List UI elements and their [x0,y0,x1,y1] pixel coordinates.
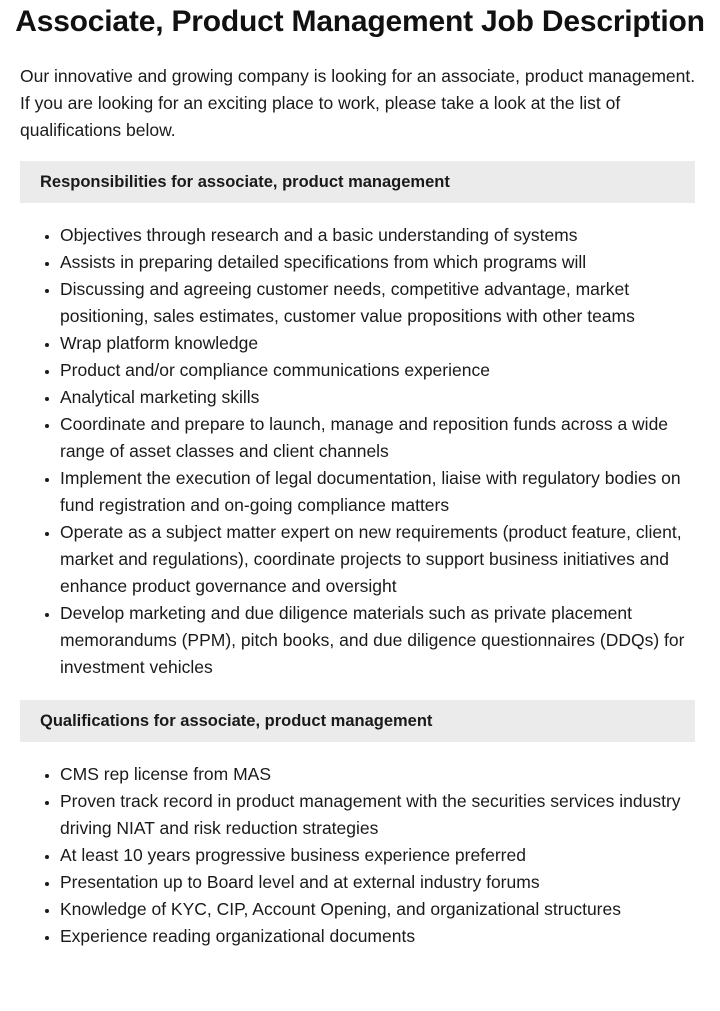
qualifications-heading: Qualifications for associate, product management [20,700,695,742]
page-title: Associate, Product Management Job Description [15,5,705,38]
list-item: • CMS rep license from MAS [60,761,700,788]
list-item: • Experience reading organizational documents [60,923,700,950]
list-item: • Knowledge of KYC, CIP, Account Opening, and organizational structures [60,896,700,923]
list-item: • Product and/or compliance communications experience [60,357,700,384]
list-item: • Analytical marketing skills [60,384,700,411]
list-item: • At least 10 years progressive business experience preferred [60,842,700,869]
list-item: • Assists in preparing detailed specifications from which programs will [60,249,700,276]
responsibilities-heading: Responsibilities for associate, product management [20,161,695,203]
responsibilities-list [20,222,700,681]
list-item: • Presentation up to Board level and at external industry forums [60,869,700,896]
intro-paragraph: Our innovative and growing company is looking for an associate, product management. If you are looking for an exciting place to work, please take a look at the list of qualifications below. [20,66,696,140]
list-item: • Implement the execution of legal documentation, liaise with regulatory bodies on fund registration and on-going compliance matters [60,465,700,519]
list-item: • Develop marketing and due diligence materials such as private placement memorandums (PPM), pitch books, and due diligence questionnaires (DDQs) for investment vehicles [60,600,700,681]
qualifications-list [20,761,700,950]
list-item: • Wrap platform knowledge [60,330,700,357]
list-item: • Objectives through research and a basic understanding of systems [60,222,700,249]
list-item: • Discussing and agreeing customer needs, competitive advantage, market positioning, sales estimates, customer value propositions with other teams [60,276,700,330]
list-item: • Operate as a subject matter expert on new requirements (product feature, client, market and regulations), coordinate projects to support business initiatives and enhance product governance and oversight [60,519,700,600]
list-item: • Coordinate and prepare to launch, manage and reposition funds across a wide range of asset classes and client channels [60,411,700,465]
list-item: • Proven track record in product management with the securities services industry driving NIAT and risk reduction strategies [60,788,700,842]
